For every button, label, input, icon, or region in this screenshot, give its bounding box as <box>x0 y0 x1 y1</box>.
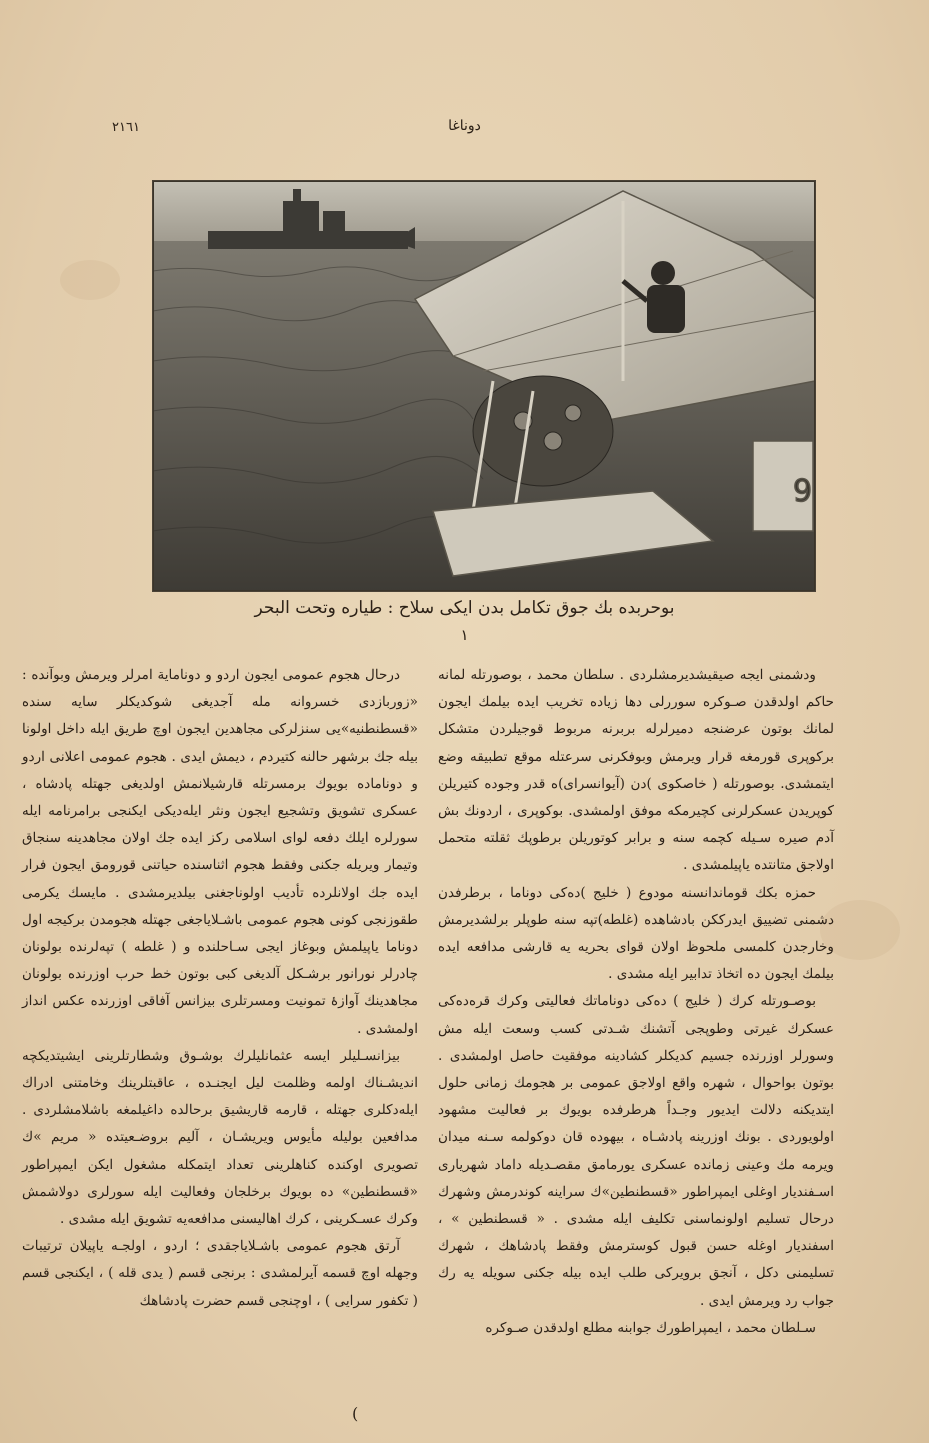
page-number: ٢١٦١ <box>112 120 140 135</box>
text-column-right <box>438 662 834 1342</box>
paragraph: حمزه بكك قوماندانسنه مودوع ( خليج )ده‌كى دوناما ، برطرفدن دشمنى تضييق ايدرككن بادشاهده (غلطه)تپه سنه طوپلر برلشديرمش وخارجدن كلمسى ملحوظ اولان قواى بحريه يه قارشى مدافعه ايده بيلمك ايجون ده اتخاذ تدابير ايله مشدى . <box>438 884 834 983</box>
seaplane-photograph-icon <box>153 181 815 591</box>
paragraph: ودشمنى ايجه صيقيشديرمشلردى . سلطان محمد ، بوصورتله لمانه حاكم اولدقدن صـوكره سوررلى دها زياده تخريب ايده بيلمك ايجون لمانك بوتون عرضنجه دميرلرله بربرنه مربوط قوجيلردن متشكل بركوپرى قورمغه قرار ويرمش وبوفكرنى سرعتله موقع تطبيقه وضع ايتمشدى. بوصورتله ( خاصكوى )دن (آيوانسراى)ه قدر وجوده كتيريلن كوپريدن عسكرلرنى كچيرمكه موفق اولمشدى. بوكوپرى ، اردونك بش آدم صيره سـيله كچمه سنه و برابر كوتوريلن برطوپك ثقلته متحمل اولاجق متانتده ياپيلمشدى . <box>438 667 834 874</box>
footer-mark: ( <box>352 1404 359 1423</box>
paragraph: درحال هجوم عمومى ايجون اردو و دوناماية امرلر ويرمش وبوآنده : «زوربازدى خسروانه مله آجديغى شوكديكلر سايه سنده «قسطنطنيه»يى سنزلركى مجاهدين ايجون اوچ طريق ايله داخل اولونا بيله جك برشهر حالنه كتيردم ، ديمش ايدى . هجوم عمومى اعلانى اردو و دوناماده بويوك برمسرتله قارشيلانمش اولديغى جهتله پادشاه ، عسكرى تشويق وتشجيع ايجون ونثر ايله‌ديكى ايكنجى برامرنامه ايله سورلره ايلك دفعه لواى اسلامى ركز ايده جك اولان مجاهدينه سنجاق وتيمار ويريله جكنى وفقط هجوم اثناسنده حياتنى قورومق ايجون فرار ايده جك اولانلرده تأديب اولوناجغنى بيلديرمشدى . مايسك يكرمى طقوزنجى كونى هجوم عمومى باشـلاياجغى جهتله هجومدن بركيجه اول دوناما ياپيلمش وبوغاز ايجى سـاحلنده و ( غلطه ) تپه‌لرنده بولونان چادرلر نورانور برشـكل آلديغى كبى بوتون خط حرب اوزرنده بولونان مجاهدينك آوازۀ تمونيت ومسرتلرى بيزانس آفاقى اوزرنده عكس انداز اولمشدى . <box>22 667 418 1037</box>
photo-caption: بوحربده بك جوق تكامل بدن ايكى سلاح : طياره وتحت البحر <box>254 598 675 618</box>
seaplane-engine <box>473 376 613 486</box>
paragraph: سـلطان محمد ، ايمپراطورك جوابنه مطلع اولدقدن صـوكره <box>485 1319 816 1336</box>
paper-stain <box>60 260 120 300</box>
paragraph: آرتق هجوم عمومى باشـلاياجقدى ؛ اردو ، اولجـه ياپيلان ترتيبات وجهله اوچ قسمه آيرلمشدى : برنجى قسم ( يدى قله ) ، ايكنجى قسم ( تكفور سرايى ) ، اوچنجى قسم حضرت پادشاهك <box>22 1238 418 1309</box>
svg-text:9: 9 <box>793 474 813 509</box>
text-column-left <box>22 662 418 1315</box>
paragraph: بيزانسـليلر ايسه عثمانليلرك بوشـوق وشطارتلرينى ايشيتديكچه انديشـناك اولمه وظلمت ليل ايجنـده ، عاقبتلرينك وخامتنى ادراك ايله‌دكلرى جهتله ، قارمه قاريشيق برحالده داغيلمغه باشلامشلردى . مدافعين بوليله مأيوس ويريشـان ، آليم بروضـعيتده « مريم »ك تصويرى اوكنده كناهلرينى تعداد ايتمكله مشغول ايكن ايمپراطور «قسطنطين» ده بويوك برخلجان وفعاليت ايله سورلرى دولاشمش وكرك عسـكرينى ، كرك اهاليسنى مدافعه‌يه تشويق ايله مشدى . <box>22 1047 418 1228</box>
caption-mark: ١ <box>460 626 469 644</box>
paragraph: بوصـورتله كرك ( خليج ) ده‌كى دوناماتك فعاليتى وكرك قره‌ده‌كى عسكرك غيرتى وطوپجى آتشنك شـدتى كسب وسعت ايله مش وسورلر اوزرنده جسيم كديكلر كشادينه موفقيت حاصل اولمشدى . بوتون بواحوال ، شهره واقع اولاجق عمومى بر هجومك زمانى حلول ايتديكنه دلالت ايديور وجـداً هرطرفده بويوك بر فعاليت مشهود اولويوردى . بونك اوزرينه پادشـاه ، بيهوده قان دوكولمه سـنه ميدان ويرمه مك وعينى زمانده عسكرى يورمامق مقصـديله داماد شهريارى اسـفنديار اوغلى ايمپراطور «قسطنطين»ك سراينه كوندرمش وشهرك درحال تسليم اولونماسنى تكليف ايله مشدى . « قسطنطين » ، اسفنديار اوغله حسن قبول كوسترمش وفقط پادشاهك ، شهرك تسليمنى دكل ، آنجق برويركى طلب ايده بيله جكنى سويله يه رك جواب رد ويرمش ايدى . <box>438 993 834 1309</box>
seaplane-and-warship-photo <box>152 180 816 592</box>
page-header-title: دوناغا <box>448 118 481 134</box>
